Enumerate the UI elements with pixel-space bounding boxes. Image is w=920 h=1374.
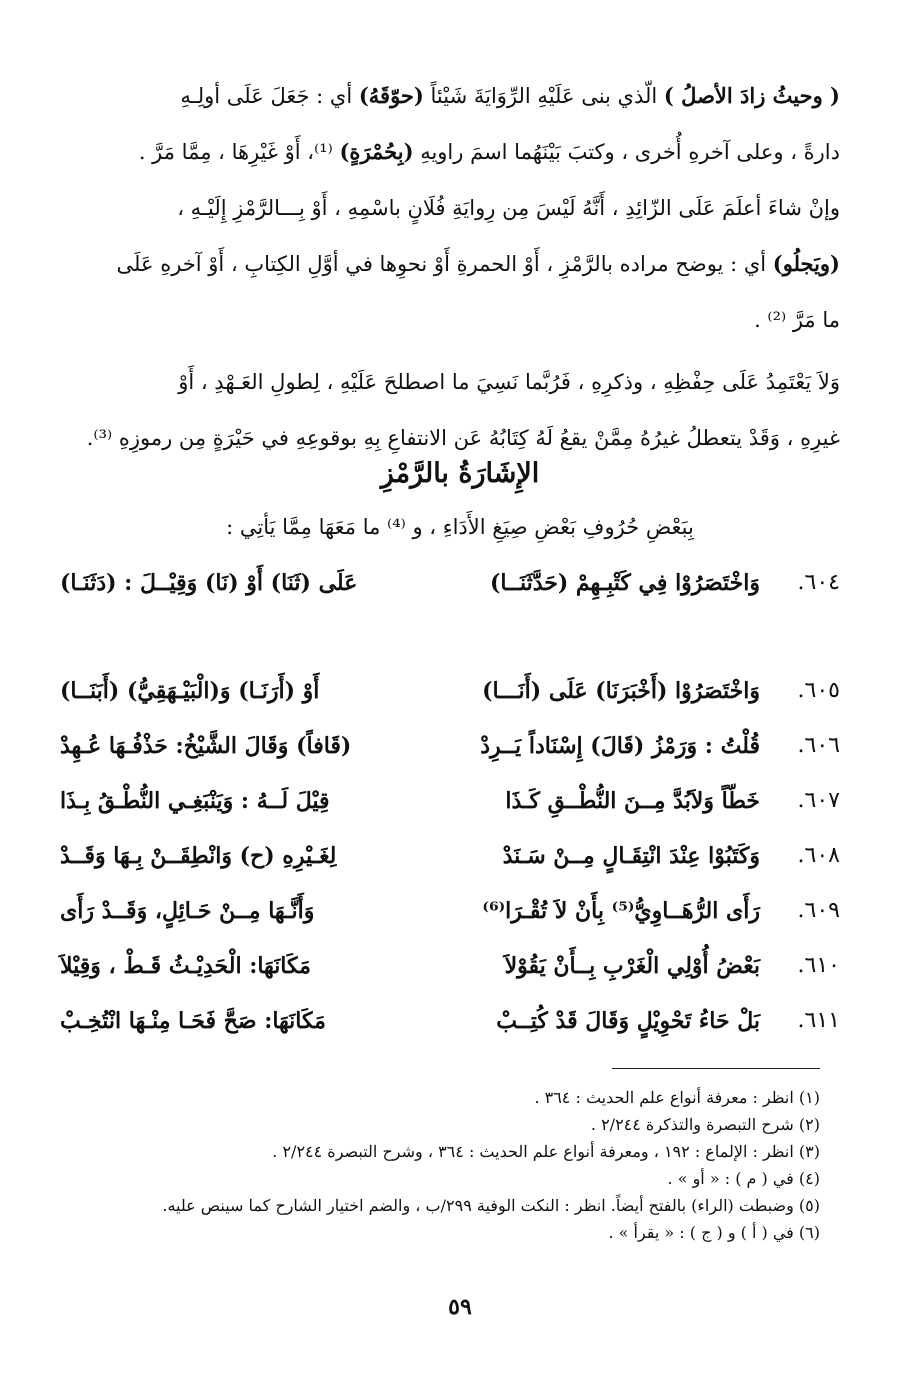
verse-first-hemistich: وَاخْتَصَرُوْا (أَخْبَرَنَا) عَلَى (أَنَـــا) (482, 678, 760, 704)
commentary-text: أي : يوضح مراده بالرَّمْزِ ، أَوْ الحمرةِ أَوْ نحوِها في أوَّلِ الكِتابِ ، أَوْ آخرهِ عَلَى (116, 252, 773, 276)
paragraph-line: وإنْ شاءَ أعلَمَ عَلَى الزّائِدِ ، أَنَّهُ لَيْسَ مِن رِوايَةِ فُلَانٍ باسْمِهِ ، أَوْ بِـــالرَّمْزِ إِلَيْـهِ ، (177, 196, 840, 220)
verse-first-hemistich: وَاخْتَصَرُوْا فِي كَتْبِـهِمْ (حَدَّثَنَــا) (489, 570, 760, 596)
matn-phrase: (بِحُمْرَةٍ) (339, 139, 414, 164)
matn-phrase: (حوّقَهُ) (358, 83, 424, 108)
verse-line (60, 678, 840, 718)
verse-second-hemistich: قِيْلَ لَــهُ : وَيَنْبَغِـي النُّطْـقُ بِـذَا (60, 788, 330, 814)
paragraph-line: غيرِهِ ، وَقَدْ يتعطلُ غيرُهُ مِمَّنْ يقعُ لَهُ كِتَابُهُ عَن الانتفاعِ بِهِ بوقوعِهِ في حَيْرَةٍ مِن رموزِهِ ⁽³⁾. (86, 426, 840, 450)
footnote-separator (612, 1068, 820, 1069)
paragraph-line (60, 236, 840, 292)
verse-first-hemistich: وَكَتَبُوْا عِنْدَ انْتِقَـالٍ مِــنْ سَـنَدْ (502, 843, 760, 869)
footnote: (٦) في ( أ ) و ( ج ) : « يقرأ » . (608, 1223, 820, 1242)
commentary-text: أي : جَعَلَ عَلَى أولِـهِ (180, 84, 359, 108)
verse-line (60, 570, 840, 610)
footnote: (٤) في ( م ) : « أو » . (667, 1169, 820, 1188)
verse-line (60, 843, 840, 883)
page-number: ٥٩ (448, 1294, 472, 1320)
verse-second-hemistich: (قَافاً) وَقَالَ الشَّيْخُ: حَذْفُـهَا عُـهِدْ (60, 733, 352, 759)
verse-second-hemistich: مَكَانَهَا: صَحَّ فَحَـا مِنْـهَا انْتُخِـبْ (60, 1008, 326, 1034)
verse-first-hemistich: بَلْ حَاءُ تَحْوِيْلٍ وَقَالَ قَدْ كُتِــبْ (496, 1008, 760, 1034)
commentary-text: ⁽¹⁾، أَوْ غَيْرِهَا ، مِمَّا مَرَّ . (138, 140, 340, 164)
commentary-text: الّذي بنى عَلَيْهِ الرِّوَايَةَ شَيْئاً (423, 84, 664, 108)
verse-second-hemistich: أَوْ (أَرَنَـا) وَ(الْبَيْـهَقِيُّ) (أَبَنَــا) (60, 678, 320, 704)
matn-phrase: (ويَجلُو) (772, 251, 840, 276)
verse-number: ٦٠٦. (797, 733, 840, 758)
footnotes (60, 1084, 820, 1246)
verse-second-hemistich: وَأَنَّـهَا مِــنْ حَـائِلٍ، وَقَــدْ رَأَى (60, 898, 315, 924)
verse-line (60, 953, 840, 993)
footnote: (٥) وضبطت (الراء) بالفتح أيضاً. انظر : النكت الوفية ٢٩٩/ب ، والضم اختيار الشارح كما سينص عليه. (162, 1196, 820, 1215)
paragraph-line (60, 68, 840, 124)
verse-number: ٦٠٩. (797, 898, 840, 923)
footnote: (١) انظر : معرفة أنواع علم الحديث : ٣٦٤ . (534, 1088, 820, 1107)
verse-line (60, 733, 840, 773)
verse-number: ٦٠٧. (797, 788, 840, 813)
paragraph-line: ما مَرَّ ⁽²⁾ . (754, 308, 840, 332)
verse-first-hemistich: بَعْضُ أُوْلِي الْغَرْبِ بِــأَنْ يَقُوْلاَ (504, 953, 760, 979)
verse-line (60, 898, 840, 938)
verse-number: ٦٠٨. (797, 843, 840, 868)
matn-phrase: ( وحيثُ زادَ الأصلُ ) (663, 83, 840, 108)
section-intro: بِبَعْضِ حُرُوفِ بَعْضِ صِيَغِ الأَدَاءِ ، و ⁽⁴⁾ ما مَعَهَا مِمَّا يَأتِي : (226, 515, 694, 539)
paragraph-commentary-2 (60, 354, 840, 466)
verse-number: ٦٠٤. (797, 570, 840, 595)
section-heading: الإِشَارَةُ بالرَّمْزِ (380, 458, 540, 489)
footnote: (٢) شرح التبصرة والتذكرة ٢/٢٤٤ . (590, 1115, 820, 1134)
verse-first-hemistich: خَطّاً وَلاَبُدَّ مِــنَ النُّطْــقِ كَـذَا (505, 788, 760, 814)
paragraph-commentary-1 (60, 68, 840, 348)
verse-first-hemistich: رَأَى الرُّهَــاوِيُّ⁽⁵⁾ بِأَنْ لاَ تُقْـرَا⁽⁶⁾ (482, 898, 760, 924)
verse-second-hemistich: عَلَى (ثَنَا) أَوْ (نَا) وَقِيْــلَ : (دَثَنَـا) (60, 570, 358, 596)
verse-line (60, 788, 840, 828)
verse-second-hemistich: لِغَـيْرِهِ (ح) وَانْطِقَــنْ بِـهَا وَقَــدْ (60, 843, 337, 869)
paragraph-line (60, 124, 840, 180)
verse-line (60, 1008, 840, 1048)
verse-number: ٦٠٥. (797, 678, 840, 703)
commentary-text: دارةً ، وعلى آخرهِ أُخرى ، وكتبَ بَيْنَهُما اسمَ راويهِ (413, 140, 840, 164)
verse-number: ٦١٠. (797, 953, 840, 978)
verse-second-hemistich: مَكَانَهَا: الْحَدِيْـثُ قَـطْ ، وَقِيْلاَ (60, 953, 311, 979)
footnote: (٣) انظر : الإلماع : ١٩٢ ، ومعرفة أنواع علم الحديث : ٣٦٤ ، وشرح التبصرة ٢/٢٤٤ . (272, 1142, 820, 1161)
paragraph-line: وَلاَ يَعْتَمِدُ عَلَى حِفْظِهِ ، وذكرِهِ ، فَرُبَّما نَسِيَ ما اصطلحَ عَلَيْهِ ، لِطولِ العَـهْدِ ، أَوْ (178, 370, 840, 394)
verse-first-hemistich: قُلْتُ : وَرَمْزُ (قَالَ) إِسْنَاداً يَــرِدْ (480, 733, 760, 759)
verse-number: ٦١١. (797, 1008, 840, 1033)
